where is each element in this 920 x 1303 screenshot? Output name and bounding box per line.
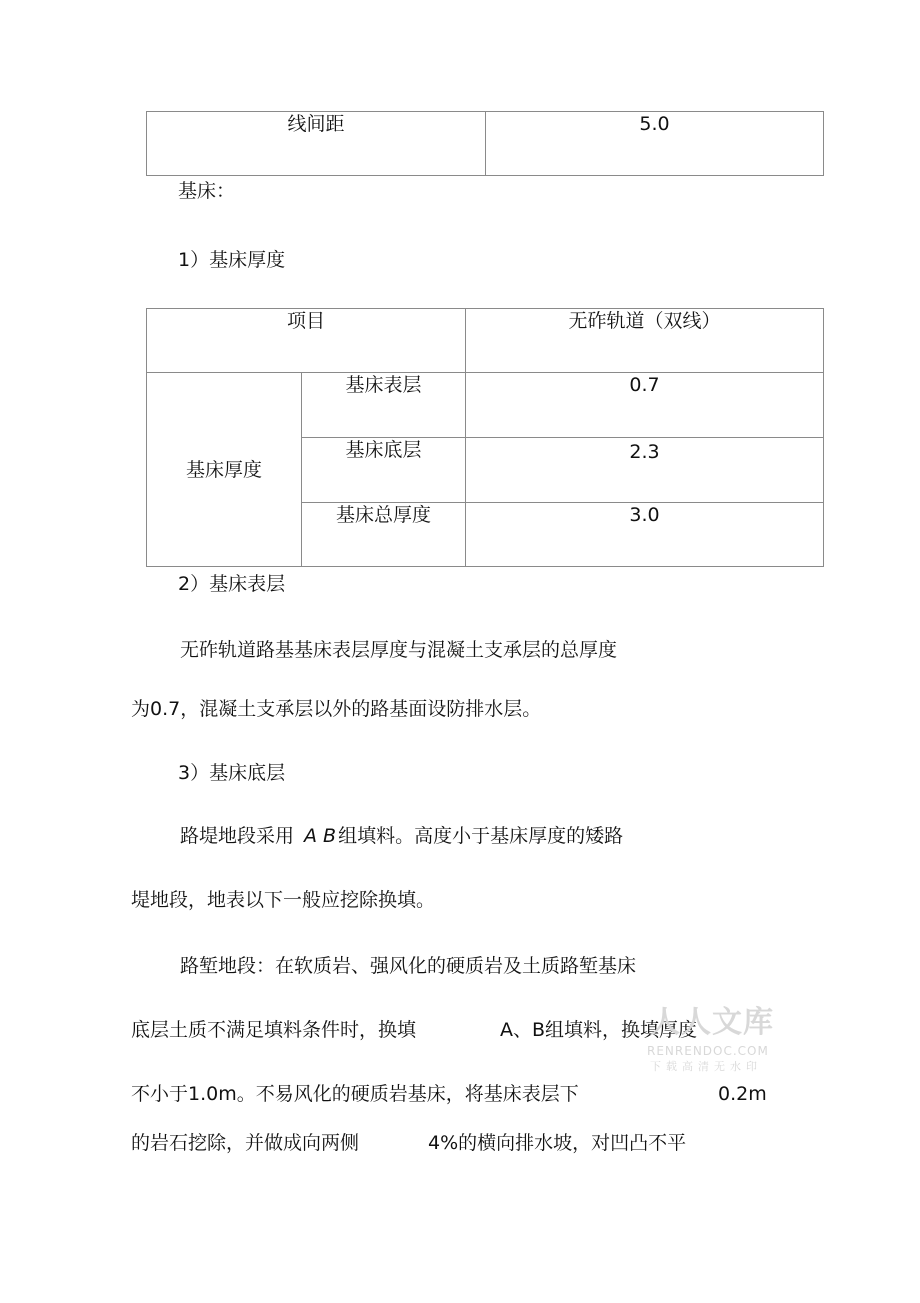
section-1-title: 1）基床厚度	[178, 249, 286, 271]
row-value: 3.0	[629, 504, 660, 526]
text-segment: 路堤地段采用	[180, 825, 295, 847]
table-row	[466, 503, 824, 567]
section-2-title: 2）基床表层	[178, 573, 286, 595]
row-value: 2.3	[629, 441, 660, 463]
watermark-tagline: 下载高清无水印	[650, 1060, 762, 1073]
text-segment: 组填料。高度小于基床厚度的矮路	[338, 825, 624, 847]
subgrade-heading: 基床：	[178, 180, 236, 202]
table-row	[466, 373, 824, 438]
table-row	[302, 373, 466, 438]
row-name: 基床底层	[345, 439, 422, 461]
group-label-cell	[147, 373, 302, 567]
section-3-title: 3）基床底层	[178, 762, 286, 784]
header-item-cell	[147, 309, 466, 373]
spacing-value: 5.0	[639, 113, 670, 135]
paragraph-line	[180, 824, 623, 848]
table-row	[302, 503, 466, 567]
watermark-logo: 人人文库	[650, 1005, 774, 1040]
paragraph-line: 路堑地段：在软质岩、强风化的硬质岩及土质路堑基床	[180, 955, 637, 977]
spacing-table	[146, 111, 824, 176]
paragraph-line: 堤地段，地表以下一般应挖除换填。	[131, 889, 436, 911]
row-value: 0.7	[629, 374, 660, 396]
group-label: 基床厚度	[185, 458, 262, 481]
paragraph-line: 0.2m	[718, 1083, 767, 1105]
table-row	[466, 438, 824, 503]
spacing-value-cell	[486, 112, 824, 176]
spacing-label: 线间距	[287, 113, 345, 135]
paragraph-line: 不小于1.0m。不易风化的硬质岩基床，将基床表层下	[131, 1083, 579, 1105]
paragraph-line: 的岩石挖除，并做成向两侧	[131, 1132, 360, 1154]
spacing-label-cell	[147, 112, 486, 176]
paragraph-line: 底层土质不满足填料条件时，换填	[131, 1019, 417, 1041]
header-item: 项目	[286, 310, 325, 332]
paragraph-line: 为0.7，混凝土支承层以外的路基面设防排水层。	[131, 698, 542, 720]
paragraph-line: A、B组填料，换填厚度	[500, 1019, 698, 1041]
header-col-cell	[466, 309, 824, 373]
table-row	[302, 438, 466, 503]
paragraph-line: 4%的横向排水坡，对凹凸不平	[428, 1132, 687, 1154]
row-name: 基床表层	[345, 374, 422, 396]
fill-group-letters: A B	[304, 825, 337, 847]
row-name: 基床总厚度	[335, 504, 431, 526]
header-col: 无砟轨道（双线）	[568, 310, 721, 332]
paragraph-line: 无砟轨道路基基床表层厚度与混凝土支承层的总厚度	[180, 639, 618, 661]
subgrade-thickness-table	[146, 308, 824, 567]
watermark-domain: RENRENDOC.COM	[647, 1044, 769, 1058]
